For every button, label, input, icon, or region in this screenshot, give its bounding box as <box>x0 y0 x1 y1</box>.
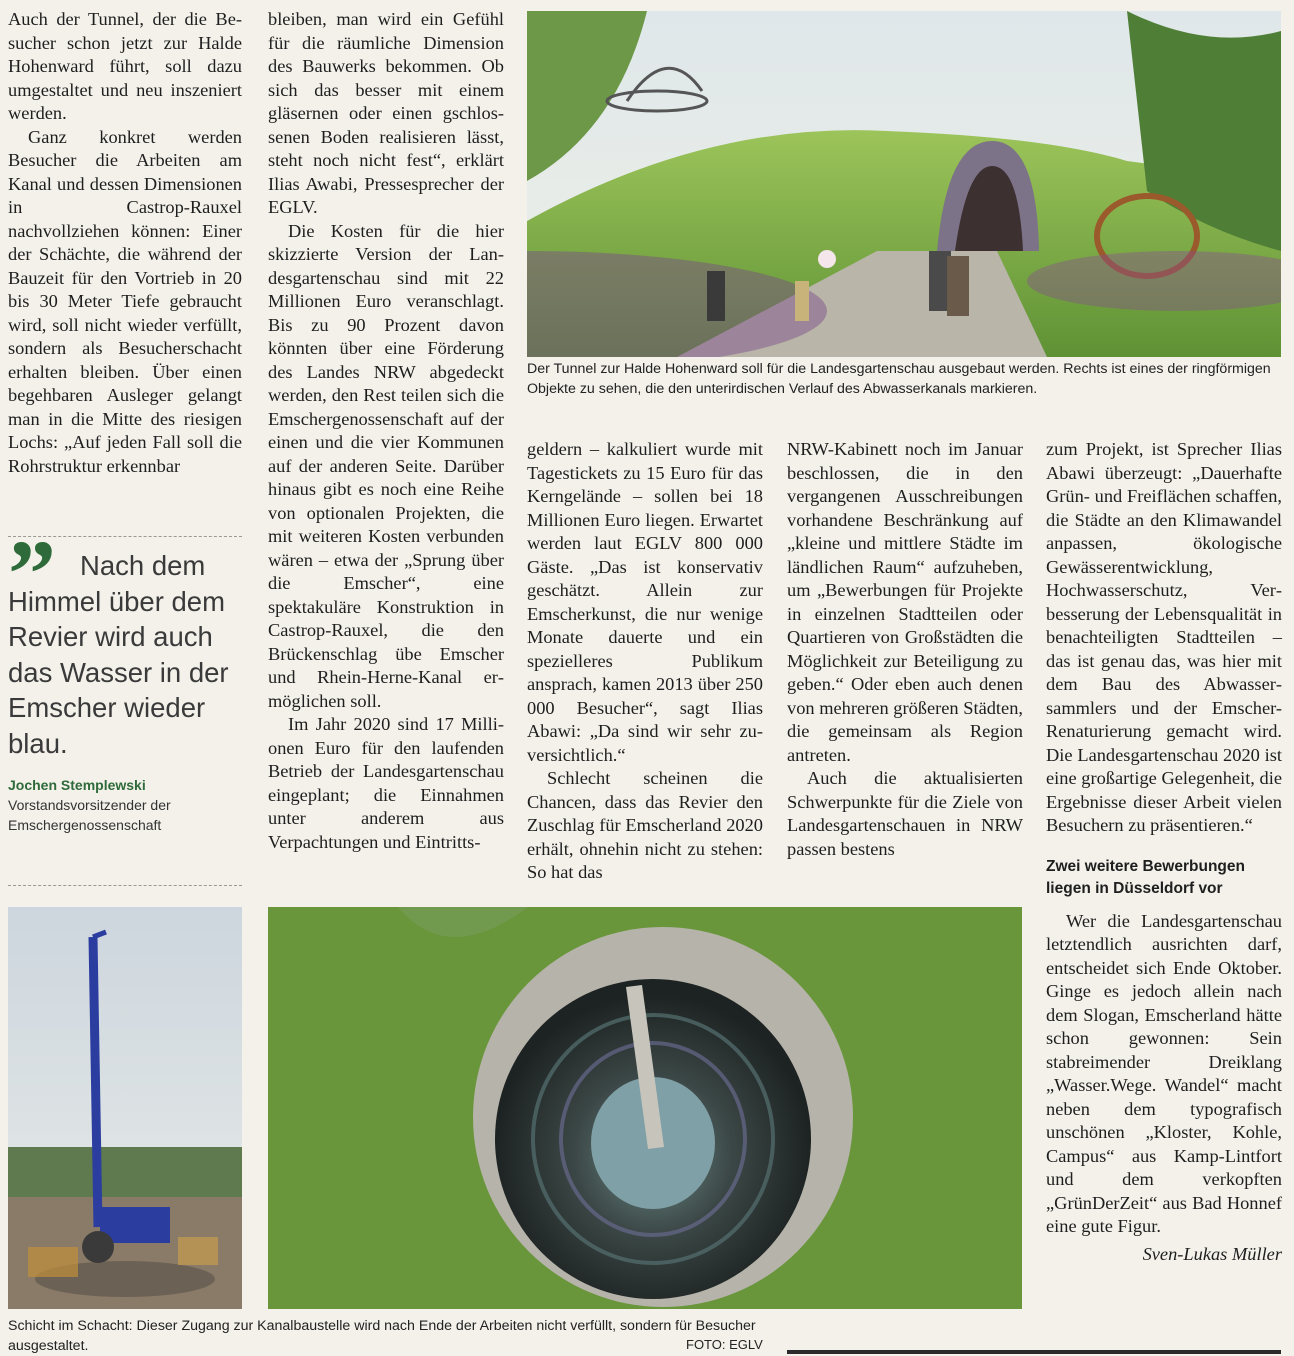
pull-quote <box>8 520 244 835</box>
quote-role: Vorstandsvorsitzender der Emschergenossenschaft <box>8 797 171 833</box>
paragraph: Die Kosten für die hier skizzierte Version der Landesgartenschau sind mit 22 Millionen Euro veranschlagt. Bis zu 90 Prozent davon könnten über eine Förderung des Landes NRW abgedeckt werden, den Rest teilen sich die Emschergenossenschaft auf der einen und die vier Kommunen auf der anderen Seite. Darüber hinaus gibt es noch eine Reihe von optionalen Projekten, die mit weiteren Kosten verbunden wären – etwa der „Sprung über die Emscher“, eine spektakuläre Konstruktion in Castrop-Rauxel, die den Brückenschlag übe Emscher und Rhein-Herne-Kanal ermöglichen soll. <box>268 220 504 711</box>
paragraph: bleiben, man wird ein Gefühl für die räumliche Dimension des Bauwerks bekommen. Ob sich das besser mit einem gläsernen oder einen gschlossenen Boden realisieren lässt, steht noch nicht fest“, erklärt Ilias Awabi, Pressesprecher der EGLV. <box>268 9 504 217</box>
paragraph: Wer die Landesgartenschau letztendlich ausrichten darf, entscheidet sich Ende Oktober. Ginge es jedoch allein nach dem Slogan, Emscherland hätte schon gewonnen: Sein stabreimender Dreiklang „Wasser.Wege. Wandel“ macht neben dem typografisch unschönen „Kloster, Kohle, Campus“ aus Kamp-Lintfort und dem verkopften „GrünDerZeit“ aus Bad Honnef eine gute Figur. <box>1046 910 1282 1236</box>
quote-mark-icon: ” <box>8 520 56 627</box>
paragraph: Auch die aktualisierten Schwerpunkte für die Ziele von Landesgartenschauen in NRW passen bestens <box>787 768 1023 859</box>
quote-text: Nach dem Himmel über dem Revier wird auch das Wasser in der Emscher wieder blau. <box>8 550 229 759</box>
shaft-illustration <box>268 907 1022 1309</box>
article-column-4 <box>787 438 1023 861</box>
article-column-3 <box>527 438 763 885</box>
photo-credit: FOTO: EGLV <box>686 1337 763 1352</box>
crane-image <box>8 907 242 1309</box>
paragraph: Ganz konkret werden Besucher die Arbeiten am Kanal und dessen Dimensionen in Castrop-Rauxel nachvollziehen können: Einer der Schächte, die während der Bauzeit für den Vortrieb in 20 bis 30 Meter Tiefe gebraucht wird, soll nicht wieder verfüllt, sondern als Besucherschacht erhalten bleiben. Über einen begehbaren Ausleger gelangt man in die Mitte des riesigen Lochs: „Auf jeden Fall soll die Rohrstruktur erkennbar <box>8 126 242 476</box>
paragraph: NRW-Kabinett noch im Januar beschlossen, die in den vergangenen Ausschreibungen vorhandene Beschränkung auf „kleine und mittlere Städte im ländlichen Raum“ aufzuheben, um „Bewerbungen für Projekte in einzelnen Stadtteilen oder Quartieren von Großstädten die Möglichkeit zur Beteiligung zu geben.“ Oder eben auch denen von mehreren größeren Städten, die gemeinsam als Region antreten. <box>787 439 1023 765</box>
paragraph: Auch der Tunnel, der die Besucher schon jetzt zur Halde Hohenward führt, soll dazu umgestaltet und neu inszeniert werden. <box>8 9 242 123</box>
article-column-1 <box>8 8 242 478</box>
bottom-rule <box>787 1350 1281 1354</box>
tunnel-caption: Der Tunnel zur Halde Hohenward soll für die Landesgartenschau ausgebaut werden. Rechts ist eines der ringförmigen Objekte zu sehen, die den unterirdischen Verlauf des Abwasserkanals markieren. <box>527 361 1271 397</box>
subheading: Zwei weitere Bewerbungen liegen in Düsseldorf vor <box>1046 857 1245 897</box>
crane-photo <box>8 907 242 1309</box>
author: Sven-Lukas Müller <box>1142 1243 1282 1264</box>
shaft-photo <box>268 907 1022 1309</box>
article-column-2 <box>268 8 504 854</box>
divider <box>8 885 242 886</box>
paragraph: geldern – kalkuliert wurde mit Tagestickets zu 15 Euro für das Kerngelände – sollen bei 18 Millionen Euro liegen. Erwartet werden laut EGLV 800 000 Gäste. „Das ist konservativ geschätzt. Allein zur Emscherkunst, die nur wenige Monate dauerte und ein spezielleres Publikum ansprach, kamen 2013 über 250 000 Besucher“, sagt Ilias Abawi: „Da sind wir sehr zuversichtlich.“ <box>527 439 763 765</box>
paragraph: zum Projekt, ist Sprecher Ilias Abawi überzeugt: „Dauerhafte Grün- und Freiflächen schaffen, die Städte an den Klimawandel anpassen, ökologische Gewässerentwicklung, Hochwasserschutz, Verbesserung der Lebensqualität in benachteiligten Stadtteilen – das ist genau das, was hier mit dem Bau des Abwassersammlers und der Emscher-Renaturierung gemacht wird. Die Landesgartenschau 2020 ist eine großartige Gelegenheit, die Ergebnisse dieser Arbeit vielen Besuchern zu präsentieren.“ <box>1046 439 1282 835</box>
quote-speaker: Jochen Stemplewski <box>8 777 146 793</box>
tunnel-illustration <box>527 11 1281 357</box>
paragraph: Im Jahr 2020 sind 17 Millionen Euro für den laufenden Betrieb der Landesgartenschau eingeplant; die Einnahmen unter anderem aus Verpachtungen und Eintritts- <box>268 714 504 852</box>
shaft-caption: Schicht im Schacht: Dieser Zugang zur Kanalbaustelle wird nach Ende der Arbeiten nicht verfüllt, sondern für Besucher ausgestaltet. <box>8 1318 756 1354</box>
tunnel-photo <box>527 11 1281 357</box>
paragraph: Schlecht scheinen die Chancen, dass das Revier den Zuschlag für Emscherland 2020 erhält, ohnehin nicht zu stehen: So hat das <box>527 768 763 882</box>
article-column-5 <box>1046 438 1282 1266</box>
